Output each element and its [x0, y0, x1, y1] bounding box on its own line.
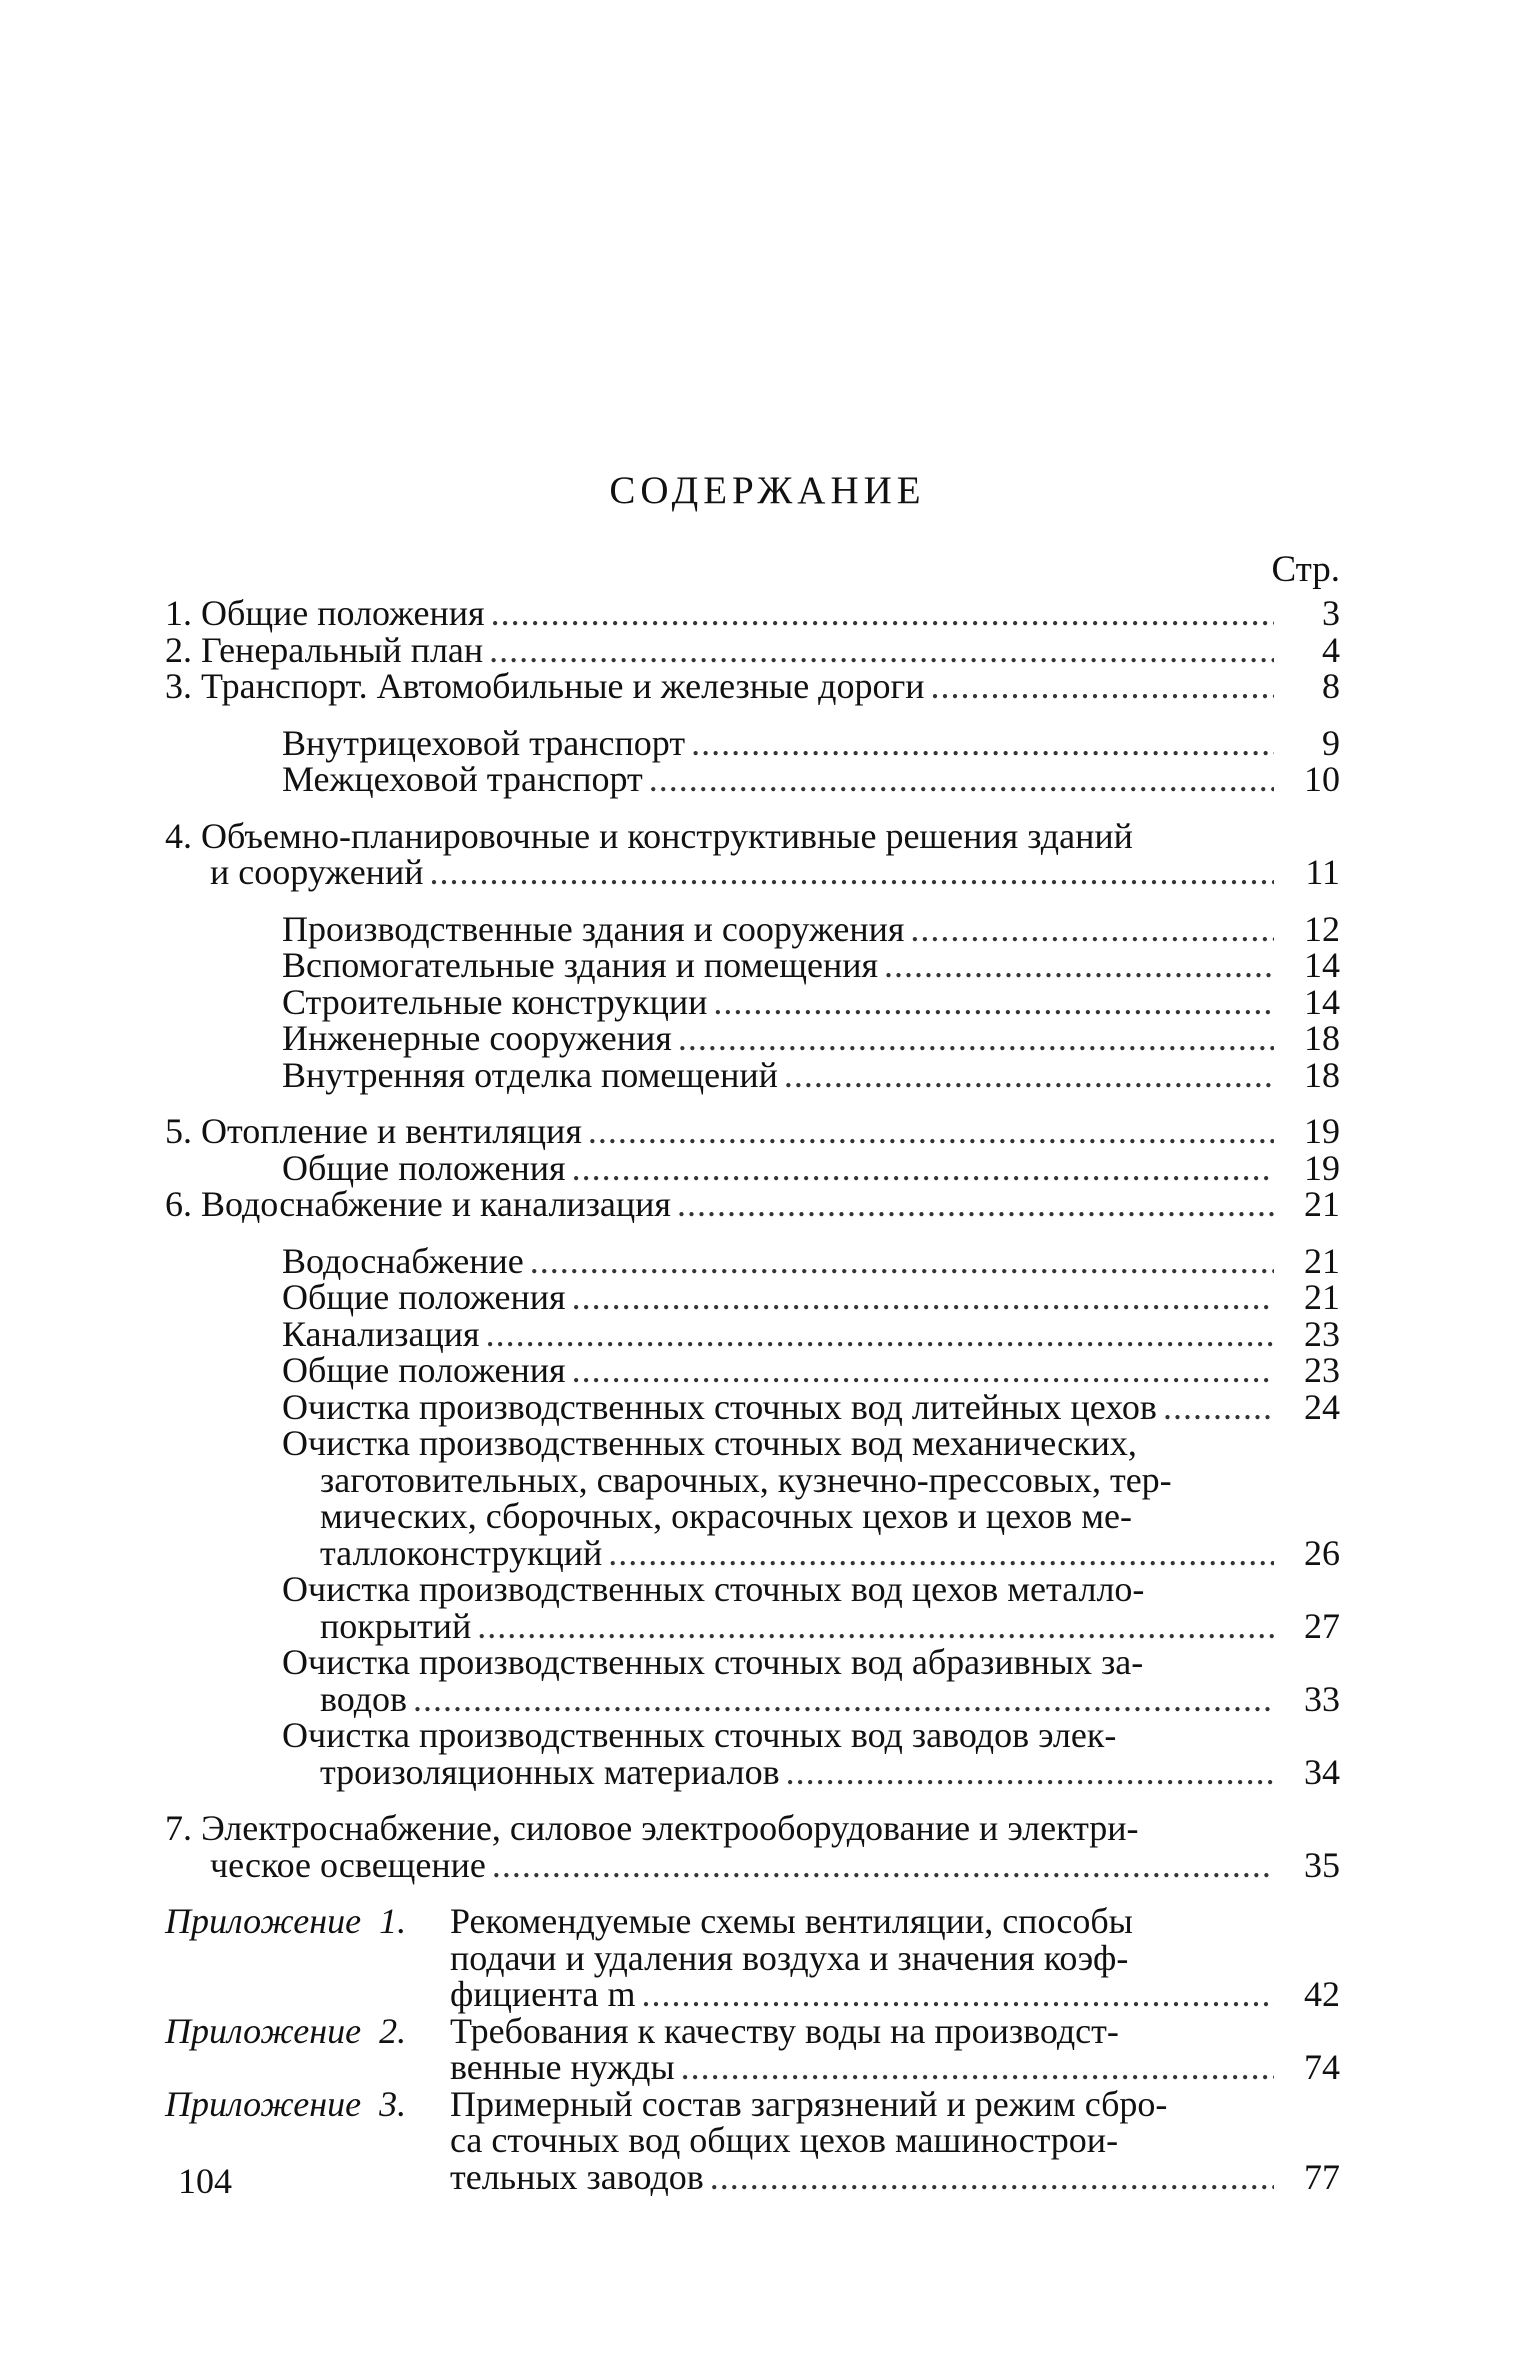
appendix-entry[interactable] [165, 2010, 1340, 2087]
pages-column-header: Стр. [1271, 549, 1340, 590]
toc-entry-page: 23 [1304, 1313, 1340, 1354]
toc-entry-text: Водоснабжение [282, 1240, 524, 1281]
dot-leader [491, 595, 1274, 632]
toc-entry-line [282, 1605, 1340, 1646]
toc-entry[interactable] [165, 1717, 1340, 1790]
dot-leader [572, 1279, 1274, 1316]
toc-entry[interactable] [165, 668, 1340, 705]
appendix-label-text: Приложение [165, 1901, 362, 1941]
toc-entry-page: 24 [1304, 1386, 1340, 1427]
appendix-entry-line [165, 2083, 1340, 2124]
toc-entry-line [282, 908, 1340, 949]
toc-entry-line [165, 595, 1340, 632]
dot-leader [681, 2049, 1274, 2086]
toc-entry-text: Очистка производственных сточных вод абразивных за- [282, 1642, 1144, 1682]
toc-entry-text: Вспомогательные здания и помещения [282, 945, 879, 985]
toc-entry-text: 7. Электроснабжение, силовое электрооборудование и электри- [165, 1808, 1139, 1848]
toc-entry-line [165, 1113, 1340, 1150]
appendix-entry-text: тельных заводов [450, 2156, 704, 2197]
toc-entry[interactable] [165, 1186, 1340, 1223]
toc-entry-text: водов [320, 1678, 408, 1719]
toc-entry-page: 21 [1304, 1184, 1340, 1224]
toc-entry-line [282, 1717, 1340, 1754]
toc-entry-page: 9 [1322, 722, 1340, 763]
toc-entry-line [282, 947, 1340, 984]
toc-entry-page: 14 [1304, 981, 1340, 1022]
toc-entry-page: 10 [1304, 759, 1340, 799]
toc-entry-line [282, 1054, 1340, 1095]
appendix-label-text: Приложение [165, 2083, 362, 2124]
appendix-label [165, 2083, 450, 2124]
toc-entry-text: Общие положения [282, 1277, 566, 1317]
toc-entry-text: Внутрицеховой транспорт [282, 722, 686, 763]
toc-entry-text: 6. Водоснабжение и канализация [165, 1184, 671, 1224]
toc-entry[interactable] [165, 595, 1340, 632]
toc-entry-page: 18 [1304, 1054, 1340, 1095]
appendix-entry-text: венные нужды [450, 2047, 675, 2087]
toc-entry-text: Очистка производственных сточных вод литейных цехов [282, 1386, 1157, 1427]
dot-leader [429, 854, 1274, 891]
appendix-entry-text: Требования к качеству воды на производст- [450, 2010, 1119, 2051]
toc-entry[interactable] [165, 1020, 1340, 1057]
dot-leader [884, 947, 1274, 984]
dot-leader [642, 1976, 1274, 2013]
toc-entry-line [165, 629, 1340, 670]
appendix-entry[interactable] [165, 1903, 1340, 2013]
toc-entry-text: Производственные здания и сооружения [282, 908, 905, 949]
dot-leader [1163, 1389, 1274, 1426]
toc-entry[interactable] [165, 815, 1340, 892]
toc-entry[interactable] [165, 1147, 1340, 1188]
dot-leader [710, 2159, 1274, 2196]
dot-leader [931, 668, 1274, 705]
toc-entry-page: 33 [1304, 1678, 1340, 1719]
toc-entry-line [165, 1810, 1340, 1847]
table-of-contents [165, 595, 1340, 2195]
toc-entry-line [282, 1020, 1340, 1057]
toc-entry-line [282, 1386, 1340, 1427]
appendix-entry-line [165, 2156, 1340, 2197]
dot-leader [713, 984, 1274, 1021]
toc-entry-page: 21 [1304, 1240, 1340, 1281]
toc-entry-page: 8 [1322, 666, 1340, 706]
toc-entry-line [282, 1459, 1340, 1500]
dot-leader [677, 1186, 1274, 1223]
toc-entry-line [282, 1644, 1340, 1681]
toc-entry-text: 3. Транспорт. Автомобильные и железные дороги [165, 666, 925, 706]
appendix-entry-line [165, 2122, 1340, 2159]
toc-entry-line [282, 1678, 1340, 1719]
toc-entry-page: 14 [1304, 945, 1340, 985]
toc-entry-page: 34 [1304, 1751, 1340, 1792]
appendix-entry-page: 77 [1304, 2156, 1340, 2197]
toc-entry-page: 3 [1322, 593, 1340, 633]
toc-entry-page: 18 [1304, 1018, 1340, 1058]
toc-entry-text: троизоляционных материалов [320, 1751, 780, 1792]
toc-entry-text: заготовительных, сварочных, кузнечно-прессовых, тер- [320, 1459, 1172, 1500]
toc-entry-text: 5. Отопление и вентиляция [165, 1111, 582, 1151]
dot-leader [678, 1020, 1274, 1057]
toc-entry-line [165, 1844, 1340, 1885]
toc-entry-text: и сооружений [210, 852, 424, 892]
toc-entry-page: 11 [1305, 852, 1340, 892]
toc-entry-line [282, 1498, 1340, 1535]
toc-entry-text: покрытий [320, 1605, 472, 1646]
toc-entry-line [282, 1751, 1340, 1792]
toc-entry-text: Внутренняя отделка помещений [282, 1054, 778, 1095]
toc-entry-page: 12 [1304, 908, 1340, 949]
toc-entry[interactable] [165, 908, 1340, 949]
toc-entry-line [165, 854, 1340, 891]
toc-entry-text: ческое освещение [210, 1844, 486, 1885]
toc-entry-line [165, 815, 1340, 856]
dot-leader [530, 1243, 1274, 1280]
appendix-entry-line [165, 1976, 1340, 2013]
toc-entry-page: 19 [1304, 1111, 1340, 1151]
toc-entry-page: 19 [1304, 1147, 1340, 1188]
toc-entry-text: таллоконструкций [320, 1532, 603, 1573]
dot-leader [786, 1754, 1274, 1791]
toc-entry-text: Инженерные сооружения [282, 1018, 672, 1058]
toc-entry-text: Общие положения [282, 1147, 566, 1188]
toc-entry-text: Межцеховой транспорт [282, 759, 643, 799]
appendix-entry[interactable] [165, 2083, 1340, 2197]
toc-entry-line [165, 668, 1340, 705]
appendix-label [165, 2010, 450, 2051]
toc-entry[interactable] [165, 1386, 1340, 1427]
toc-entry-text: Строительные конструкции [282, 981, 708, 1022]
toc-entry-line [282, 1532, 1340, 1573]
toc-entry-text: Очистка производственных сточных вод заводов элек- [282, 1715, 1117, 1755]
appendix-entry-line [165, 1937, 1340, 1978]
toc-entry-text: Общие положения [282, 1350, 566, 1390]
page-title: СОДЕРЖАНИЕ [609, 469, 926, 512]
toc-entry[interactable] [165, 1644, 1340, 1717]
toc-entry-page: 23 [1304, 1350, 1340, 1390]
appendix-entry-line [165, 2049, 1340, 2086]
appendix-number: 1. [379, 1901, 407, 1941]
toc-entry[interactable] [165, 1113, 1340, 1150]
toc-entry-line [282, 1571, 1340, 1608]
toc-entry-page: 21 [1304, 1277, 1340, 1317]
toc-entry[interactable] [165, 629, 1340, 670]
toc-entry[interactable] [165, 981, 1340, 1022]
toc-entry[interactable] [165, 1352, 1340, 1389]
appendix-entry-text: подачи и удаления воздуха и значения коэф- [450, 1937, 1129, 1978]
toc-entry-text: Очистка производственных сточных вод цехов металло- [282, 1569, 1145, 1609]
toc-entry-page: 4 [1322, 629, 1340, 670]
appendix-entry-text: Примерный состав загрязнений и режим сбро- [450, 2083, 1168, 2124]
dot-leader [492, 1847, 1274, 1884]
toc-entry-line [282, 981, 1340, 1022]
toc-entry-line [282, 1147, 1340, 1188]
toc-entry-line [282, 1240, 1340, 1281]
toc-entry-text: 2. Генеральный план [165, 629, 484, 670]
dot-leader [477, 1608, 1274, 1645]
page-number: 104 [178, 2161, 232, 2201]
toc-entry[interactable] [165, 1240, 1340, 1281]
toc-entry[interactable] [165, 1054, 1340, 1095]
toc-entry-page: 35 [1304, 1844, 1340, 1885]
appendix-entry-text: Рекомендуемые схемы вентиляции, способы [450, 1901, 1133, 1941]
dot-leader [572, 1150, 1274, 1187]
dot-leader [649, 761, 1274, 798]
dot-leader [608, 1535, 1274, 1572]
appendix-number: 3. [379, 2083, 407, 2124]
toc-entry[interactable] [165, 1313, 1340, 1354]
toc-entry-line [165, 1186, 1340, 1223]
toc-entry[interactable] [165, 1425, 1340, 1571]
dot-leader [489, 632, 1274, 669]
appendix-entry-text: са сточных вод общих цехов машинострои- [450, 2120, 1119, 2160]
appendix-entry-text: фициента m [450, 1974, 636, 2014]
dot-leader [588, 1113, 1274, 1150]
toc-entry-text: мических, сборочных, окрасочных цехов и цехов ме- [320, 1496, 1133, 1536]
appendix-label [165, 1903, 450, 1940]
toc-entry-line [282, 1313, 1340, 1354]
dot-leader [413, 1681, 1274, 1718]
toc-entry-line [282, 1279, 1340, 1316]
dot-leader [910, 911, 1274, 948]
dot-leader [572, 1352, 1274, 1389]
toc-entry-line [282, 1425, 1340, 1462]
toc-entry-line [282, 1352, 1340, 1389]
dot-leader [691, 725, 1274, 762]
toc-entry[interactable] [165, 947, 1340, 984]
toc-entry-text: Канализация [282, 1313, 480, 1354]
toc-entry[interactable] [165, 1810, 1340, 1883]
toc-entry-line [282, 722, 1340, 763]
appendix-entry-page: 42 [1304, 1974, 1340, 2014]
dot-leader [486, 1316, 1274, 1353]
appendix-label-text: Приложение [165, 2010, 362, 2051]
appendix-number: 2. [379, 2010, 407, 2051]
toc-entry[interactable] [165, 1279, 1340, 1316]
toc-entry[interactable] [165, 1571, 1340, 1644]
toc-entry-text: 1. Общие положения [165, 593, 485, 633]
dot-leader [784, 1057, 1274, 1094]
toc-entry-line [282, 761, 1340, 798]
appendix-entry-page: 74 [1304, 2047, 1340, 2087]
toc-entry[interactable] [165, 761, 1340, 798]
appendix-entry-line [165, 2010, 1340, 2051]
toc-entry-text: 4. Объемно-планировочные и конструктивные решения зданий [165, 815, 1133, 856]
toc-entry-text: Очистка производственных сточных вод механических, [282, 1423, 1137, 1463]
toc-entry-page: 27 [1304, 1605, 1340, 1646]
appendix-entry-line [165, 1903, 1340, 1940]
toc-entry[interactable] [165, 722, 1340, 763]
toc-entry-page: 26 [1304, 1532, 1340, 1573]
